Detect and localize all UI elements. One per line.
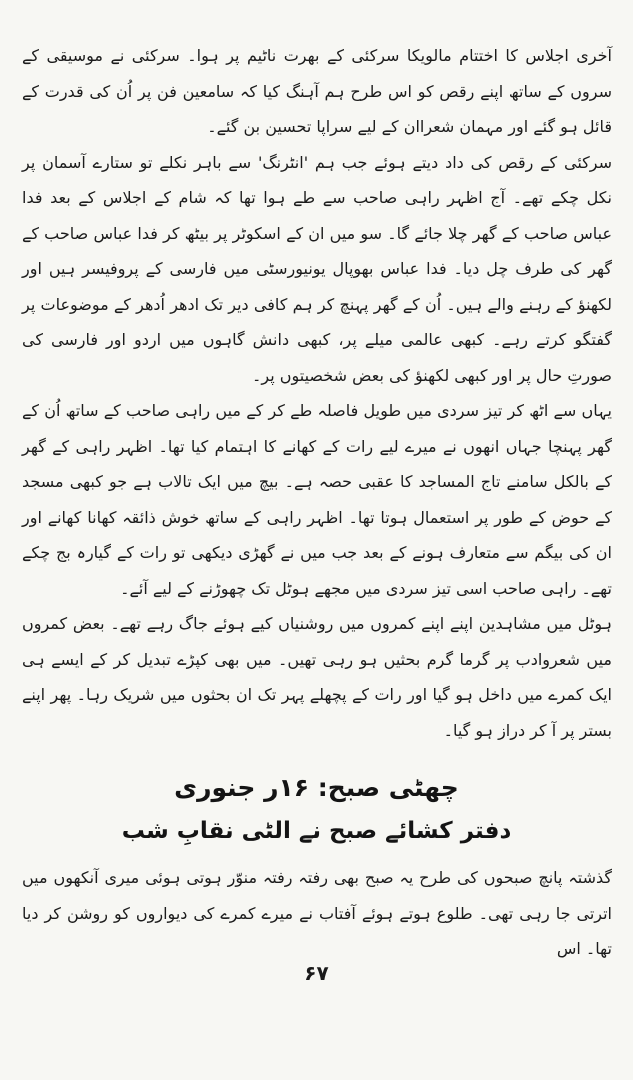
body-text-top	[22, 38, 612, 748]
chapter-heading-day: چھٹی صبح: ۱۶ر جنوری	[174, 773, 459, 802]
chapter-heading-verse: دفتر کشائے صبح نے الٹی نقابِ شب	[121, 818, 512, 844]
paragraph-hotel-night: ہوٹل میں مشاہدین اپنے اپنے کمروں میں روشنیاں کیے ہوئے جاگ رہے تھے۔ بعض کمروں میں شعروادب پر گرما گرم بحثیں ہو رہی تھیں۔ میں بھی کپڑے تبدیل کر کے ایسے ہی ایک کمرے میں داخل ہو گیا اور رات کے پچھلے پہر تک ان بحثوں میں شریک رہا۔ پھر اپنے بستر پر آ کر دراز ہو گیا۔	[22, 614, 612, 740]
paragraph-final-session: آخری اجلاس کا اختتام مالویکا سرکئی کے بھرت ناٹیم پر ہوا۔ سرکئی نے موسیقی کے سروں کے ساتھ اپنے رقص کو اس طرح ہم آہنگ کیا کہ سامعین فن پر اُن کی قدرت کے قائل ہو گئے اور مہمان شعراان کے لیے سراپا تحسین بن گئے۔	[22, 46, 612, 136]
page-number: ۶۷	[304, 961, 329, 985]
paragraph-evening-visit: سرکئی کے رقص کی داد دیتے ہوئے جب ہم 'انٹرنگ' سے باہر نکلے تو ستارے آسمان پر نکل چکے تھے۔ آج اظہر راہی صاحب سے طے ہوا تھا کہ شام کے اجلاس کے بعد فدا عباس صاحب کے گھر چلا جائے گا۔ سو میں ان کے اسکوٹر پر بیٹھ کر فدا عباس صاحب کے گھر کی طرف چل دیا۔ فدا عباس بھوپال یونیورسٹی میں فارسی کے پروفیسر ہیں اور لکھنؤ کے رہنے والے ہیں۔ اُن کے گھر پہنچ کر ہم کافی دیر تک ادھر اُدھر کے موضوعات پر گفتگو کرتے رہے۔ کبھی عالمی میلے پر، کبھی دانش گاہوں میں اردو اور فارسی کی صورتِ حال پر اور کبھی لکھنؤ کی بعض شخصیتوں پر۔	[22, 152, 612, 385]
paragraph-dinner: یہاں سے اٹھ کر تیز سردی میں طویل فاصلہ طے کر کے میں راہی صاحب کے ساتھ اُن کے گھر پہنچا جہاں انھوں نے میرے لیے رات کے کھانے کا اہتمام کیا تھا۔ اظہر راہی کے گھر کے بالکل سامنے تاج المساجد کا عقبی حصہ ہے۔ بیچ میں ایک تالاب ہے جو کبھی مسجد کے حوض کے طور پر استعمال ہوتا تھا۔ اظہر راہی کے ساتھ خوش ذائقہ کھانا کھانے اور ان کی بیگم سے متعارف ہونے کے بعد جب میں نے گھڑی دیکھی تو رات کے گیارہ بج چکے تھے۔ راہی صاحب اسی تیز سردی میں مجھے ہوٹل تک چھوڑنے کے لیے آئے۔	[22, 401, 612, 598]
paragraph-sixth-morning: گذشتہ پانچ صبحوں کی طرح یہ صبح بھی رفتہ رفتہ منوّر ہوتی ہوئی میری آنکھوں میں اترتی جا رہی تھی۔ طلوع ہوتے ہوئے آفتاب نے میرے کمرے کی دیواروں کو روشن کر دیا تھا۔ اس	[22, 868, 612, 958]
body-text-bottom	[22, 860, 612, 967]
